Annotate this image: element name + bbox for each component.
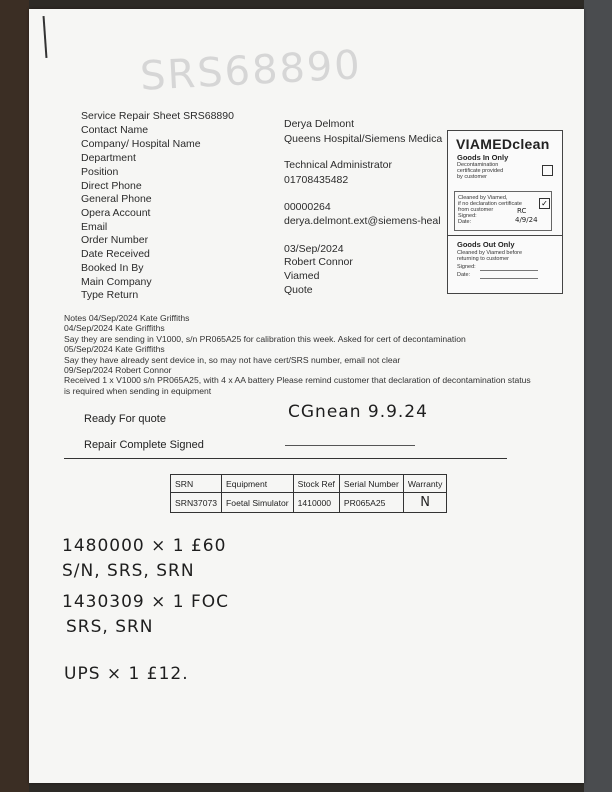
cleaned-text-1: Cleaned by Viamed, — [458, 195, 508, 201]
goods-out-signed-label: Signed: — [457, 264, 476, 270]
value-contact-name: Derya Delmont — [284, 118, 355, 130]
goods-out-title: Goods Out Only — [457, 240, 515, 249]
note-line: Say they are sending in V1000, s/n PR065A25 for calibration this week. Asked for cert of decontamination — [64, 333, 466, 344]
table-header-row — [171, 475, 447, 493]
label-department: Department — [81, 152, 136, 164]
label-date-received: Date Received — [81, 248, 150, 260]
label-company: Company/ Hospital Name — [81, 138, 201, 150]
background-right-edge — [584, 0, 612, 792]
header-warranty: Warranty — [403, 475, 447, 493]
viamed-clean-logo: VIAMEDclean — [456, 136, 550, 152]
value-opera-account: 00000264 — [284, 201, 331, 213]
goods-out-text-1: Cleaned by Viamed before — [457, 250, 523, 256]
label-type-return: Type Return — [81, 289, 139, 301]
label-position: Position — [81, 166, 119, 178]
goods-out-date-label: Date: — [457, 272, 471, 278]
cleaned-date-label: Date: — [458, 219, 472, 225]
repair-complete-label: Repair Complete Signed — [84, 439, 204, 451]
goods-in-text-2: certificate provided — [457, 168, 504, 174]
label-order-number: Order Number — [81, 234, 149, 246]
section-divider — [64, 458, 507, 459]
cleaned-text-2: if no declaration certificate — [458, 201, 522, 207]
note-line: Notes 04/Sep/2024 Kate Griffiths — [64, 313, 190, 323]
cell-warranty: N — [403, 493, 447, 513]
value-company: Queens Hospital/Siemens Medica — [284, 133, 443, 145]
goods-in-text-3: by customer — [457, 174, 487, 180]
ready-signature: CGnean 9.9.24 — [288, 402, 428, 422]
label-contact-name: Contact Name — [81, 124, 149, 136]
handwritten-line-1: 1480000 × 1 £60 — [62, 536, 227, 556]
cleaned-checkbox-ticked: ✓ — [539, 198, 550, 209]
viamed-clean-stamp — [447, 130, 563, 294]
goods-in-text-1: Decontamination — [457, 162, 499, 168]
value-email: derya.delmont.ext@siemens-heal — [284, 215, 441, 227]
cell-equipment: Foetal Simulator — [222, 493, 294, 513]
note-line: is required when sending in equipment — [64, 385, 212, 396]
label-booked-in-by: Booked In By — [81, 262, 144, 274]
value-booked-in-by: Robert Connor — [284, 256, 353, 268]
note-line: Received 1 x V1000 s/n PR065A25, with 4 x AA battery Please remind customer that declaration of decontamination status — [64, 375, 531, 386]
cleaned-signed-value: RC — [517, 207, 527, 215]
header-stock-ref: Stock Ref — [293, 475, 339, 493]
label-direct-phone: Direct Phone — [81, 180, 142, 192]
repair-signature-line — [285, 445, 415, 446]
table-row — [171, 493, 447, 513]
label-main-company: Main Company — [81, 276, 152, 288]
header-equipment: Equipment — [222, 475, 294, 493]
note-line: 05/Sep/2024 Kate Griffiths — [64, 344, 165, 355]
goods-out-text-2: returning to customer — [457, 256, 509, 262]
goods-out-signed-line — [480, 270, 538, 271]
label-email: Email — [81, 221, 108, 233]
handwritten-line-2: S/N, SRS, SRN — [62, 561, 195, 581]
note-line: 09/Sep/2024 Robert Connor — [64, 365, 172, 376]
cell-serial-number: PR065A25 — [339, 493, 403, 513]
value-position: Technical Administrator — [284, 159, 392, 171]
handwritten-line-5: UPS × 1 £12. — [64, 664, 189, 684]
header-serial-number: Serial Number — [339, 475, 403, 493]
goods-in-title: Goods In Only — [457, 153, 509, 162]
value-main-company: Viamed — [284, 270, 320, 282]
label-general-phone: General Phone — [81, 193, 152, 205]
handwritten-line-4: SRS, SRN — [66, 617, 154, 637]
value-direct-phone: 01708435482 — [284, 174, 349, 186]
cleaned-text-3: from customer — [458, 207, 494, 213]
equipment-table — [170, 474, 447, 513]
cleaned-signed-label: Signed: — [458, 213, 477, 219]
decon-cert-checkbox — [542, 165, 553, 176]
header-srn: SRN — [171, 475, 222, 493]
goods-out-date-line — [480, 278, 538, 279]
value-type-return: Quote — [284, 284, 313, 296]
sheet-title: Service Repair Sheet SRS68890 — [81, 110, 234, 122]
stamp-divider — [448, 235, 562, 236]
faint-srs-watermark: SRS68890 — [138, 42, 363, 100]
cell-stock-ref: 1410000 — [293, 493, 339, 513]
value-date-received: 03/Sep/2024 — [284, 243, 344, 255]
ready-for-quote-label: Ready For quote — [84, 413, 166, 425]
cleaned-date-value: 4/9/24 — [515, 216, 538, 224]
notes-block — [64, 313, 531, 396]
note-line: Say they have already sent device in, so may not have cert/SRS number, email not clear — [64, 354, 401, 365]
background-left-edge — [0, 0, 29, 792]
handwritten-line-3: 1430309 × 1 FOC — [62, 592, 230, 612]
label-opera-account: Opera Account — [81, 207, 151, 219]
cleaned-by-viamed-box — [454, 191, 552, 231]
cell-srn: SRN37073 — [171, 493, 222, 513]
note-line: 04/Sep/2024 Kate Griffiths — [64, 323, 165, 334]
